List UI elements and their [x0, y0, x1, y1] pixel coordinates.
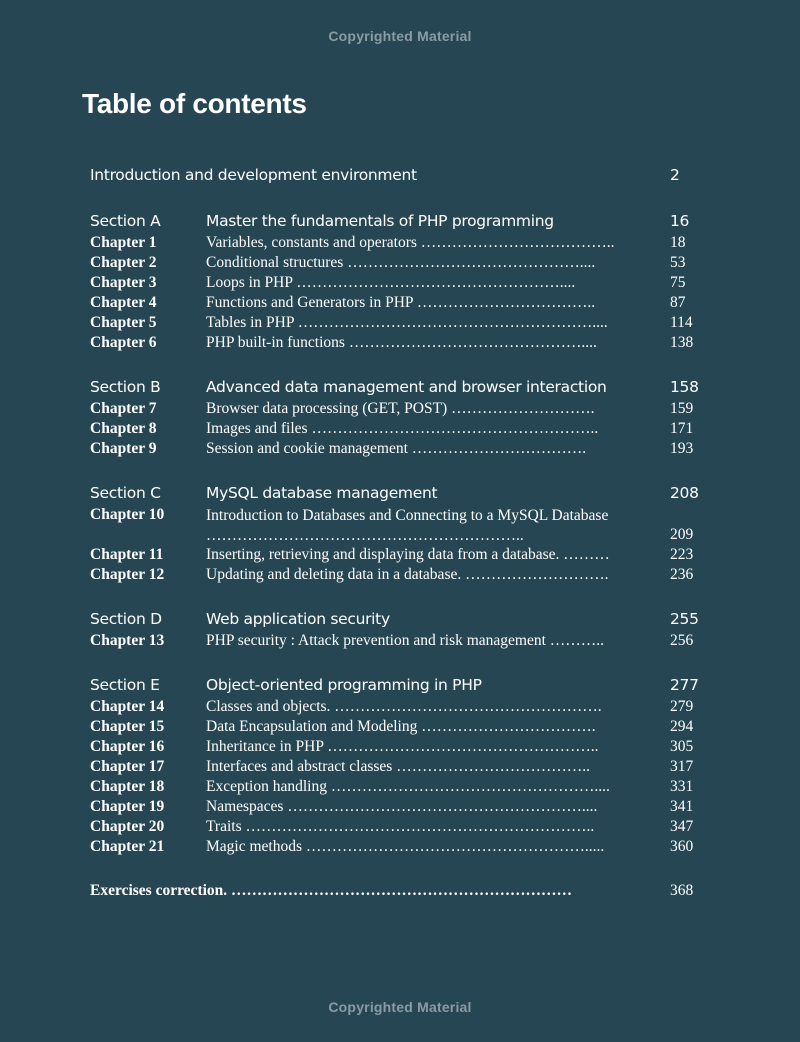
- chapter-page: 138: [670, 334, 694, 351]
- chapter-label: Chapter 21: [90, 838, 165, 855]
- toc-chapter-row[interactable]: [90, 440, 702, 460]
- spacer: [90, 460, 702, 484]
- chapter-title-text: Interfaces and abstract classes: [206, 758, 393, 775]
- chapter-title-text: Images and files: [206, 420, 308, 437]
- leader-dots: ………: [563, 546, 610, 563]
- toc-chapter-row[interactable]: [90, 274, 702, 294]
- section-page: 208: [670, 484, 699, 502]
- chapter-title: [206, 400, 656, 418]
- chapter-label: Chapter 18: [90, 778, 165, 795]
- toc-section-row[interactable]: [90, 610, 702, 632]
- toc-chapter-row[interactable]: [90, 234, 702, 254]
- chapter-title-text: Data Encapsulation and Modeling: [206, 718, 418, 735]
- page-title: Table of contents: [82, 88, 307, 119]
- chapter-page: 294: [670, 718, 694, 735]
- chapter-page: 75: [670, 274, 686, 291]
- chapter-label: Chapter 8: [90, 420, 157, 437]
- chapter-title-text: PHP security : Attack prevention and risk management: [206, 632, 546, 649]
- chapter-page: 193: [670, 440, 694, 457]
- table-of-contents: [90, 166, 702, 902]
- toc-sections: [90, 188, 702, 858]
- chapter-page: 341: [670, 798, 694, 815]
- chapter-title: [206, 758, 656, 776]
- toc-section-row[interactable]: [90, 484, 702, 506]
- leader-dots: …………………………………………….: [334, 698, 602, 715]
- chapter-title-text: Updating and deleting data in a database.: [206, 566, 462, 583]
- toc-exercises-row[interactable]: [90, 882, 702, 902]
- spacer: [90, 188, 702, 212]
- chapter-label: Chapter 13: [90, 632, 165, 649]
- toc-chapter-row[interactable]: [90, 254, 702, 274]
- leader-dots: ……………………….: [451, 400, 595, 417]
- section-page: 277: [670, 676, 699, 694]
- chapter-title-text: Loops in PHP: [206, 274, 293, 291]
- chapter-title: [206, 778, 656, 796]
- chapter-title-text: Introduction to Databases and Connecting to a MySQL Database: [206, 507, 609, 524]
- toc-chapter-row[interactable]: [90, 632, 702, 652]
- chapter-title-text: Magic methods: [206, 838, 302, 855]
- toc-chapter-row[interactable]: [90, 506, 702, 546]
- chapter-title: [206, 294, 656, 312]
- chapter-label: Chapter 10: [90, 506, 165, 523]
- chapter-label: Chapter 16: [90, 738, 165, 755]
- chapter-title: [206, 818, 656, 836]
- chapter-title-text: Variables, constants and operators: [206, 234, 417, 251]
- leader-dots: …………………………….: [421, 718, 596, 735]
- section-label: Section A: [90, 212, 161, 230]
- chapter-title: [206, 420, 656, 438]
- toc-chapter-row[interactable]: [90, 818, 702, 838]
- leader-dots: …………………………………………………....: [287, 798, 598, 815]
- chapter-title-text: Functions and Generators in PHP: [206, 294, 413, 311]
- toc-chapter-row[interactable]: [90, 334, 702, 354]
- chapter-title-text: Tables in PHP: [206, 314, 294, 331]
- chapter-title: [206, 334, 656, 352]
- spacer: [90, 858, 702, 882]
- chapter-label: Chapter 2: [90, 254, 157, 271]
- leader-dots: ………..: [549, 632, 605, 649]
- leader-dots: ……………………….: [465, 566, 609, 583]
- leader-dots: ……………………………………………....: [296, 274, 576, 291]
- chapter-label: Chapter 17: [90, 758, 165, 775]
- intro-page: 2: [670, 166, 680, 184]
- chapter-title-text: Exception handling: [206, 778, 327, 795]
- chapter-page: 360: [670, 838, 694, 855]
- toc-section-row[interactable]: [90, 676, 702, 698]
- chapter-page: 347: [670, 818, 694, 835]
- chapter-page: 305: [670, 738, 694, 755]
- section-label: Section C: [90, 484, 161, 502]
- chapter-label: Chapter 3: [90, 274, 157, 291]
- chapter-label: Chapter 6: [90, 334, 157, 351]
- chapter-label: Chapter 5: [90, 314, 157, 331]
- leader-dots: ………………………………………....: [347, 254, 596, 271]
- chapter-title-text: Session and cookie management: [206, 440, 408, 457]
- chapter-label: Chapter 4: [90, 294, 157, 311]
- spacer: [90, 652, 702, 676]
- section-page: 16: [670, 212, 690, 230]
- chapter-page: 87: [670, 294, 686, 311]
- toc-chapter-row[interactable]: [90, 546, 702, 566]
- leader-dots: ……………………………………………..: [327, 738, 599, 755]
- chapter-label: Chapter 14: [90, 698, 165, 715]
- chapter-page: 331: [670, 778, 694, 795]
- leader-dots: ……………………………………………………..: [206, 527, 524, 544]
- section-page: 158: [670, 378, 699, 396]
- chapter-title-text: PHP built-in functions: [206, 334, 345, 351]
- chapter-title: [206, 546, 656, 564]
- chapter-title: [206, 566, 656, 584]
- leader-dots: ………………………………………………..: [311, 420, 599, 437]
- chapter-page: 279: [670, 698, 694, 715]
- chapter-label: Chapter 12: [90, 566, 165, 583]
- section-page: 255: [670, 610, 699, 628]
- chapter-label: Chapter 11: [90, 546, 164, 563]
- section-title: Web application security: [206, 610, 390, 628]
- toc-chapter-row[interactable]: [90, 698, 702, 718]
- chapter-page: 114: [670, 314, 693, 331]
- leader-dots: ……………………………………………….....: [305, 838, 605, 855]
- chapter-title: [206, 798, 656, 816]
- toc-chapter-row[interactable]: [90, 294, 702, 314]
- chapter-title: [206, 632, 656, 650]
- leader-dots: ………………………………..: [420, 234, 615, 251]
- chapter-page: 256: [670, 632, 694, 649]
- chapter-title: [206, 440, 656, 458]
- leader-dots: ………………………………..: [396, 758, 590, 775]
- toc-chapter-row[interactable]: [90, 400, 702, 420]
- toc-chapter-row[interactable]: [90, 778, 702, 798]
- chapter-title: [206, 738, 656, 756]
- leader-dots: …………………………………………………………..: [245, 818, 595, 835]
- section-label: Section B: [90, 378, 161, 396]
- chapter-title: [206, 274, 656, 292]
- chapter-label: Chapter 15: [90, 718, 165, 735]
- toc-chapter-row[interactable]: [90, 718, 702, 738]
- toc-section-row[interactable]: [90, 212, 702, 234]
- chapter-title-text: Inserting, retrieving and displaying data from a database.: [206, 546, 560, 563]
- section-label: Section E: [90, 676, 160, 694]
- toc-chapter-row[interactable]: [90, 566, 702, 586]
- exercises-label: [90, 882, 572, 900]
- copyright-watermark-bottom: Copyrighted Material: [328, 999, 472, 1015]
- chapter-title-text: Inheritance in PHP: [206, 738, 324, 755]
- chapter-page: 223: [670, 546, 694, 563]
- section-title: Object-oriented programming in PHP: [206, 676, 482, 694]
- section-title: MySQL database management: [206, 484, 438, 502]
- chapter-title: [206, 234, 656, 252]
- chapter-label: Chapter 9: [90, 440, 157, 457]
- chapter-page: 236: [670, 566, 694, 583]
- chapter-title: [206, 254, 656, 272]
- toc-chapter-row[interactable]: [90, 838, 702, 858]
- spacer: [90, 586, 702, 610]
- exercises-title: Exercises correction.: [90, 882, 228, 899]
- exercises-dots: …………………………………………………………: [231, 882, 573, 899]
- toc-chapter-row[interactable]: [90, 420, 702, 440]
- chapter-title-text: Classes and objects.: [206, 698, 331, 715]
- toc-chapter-row[interactable]: [90, 314, 702, 334]
- chapter-page: 159: [670, 400, 694, 417]
- exercises-page: 368: [670, 882, 694, 899]
- toc-intro-row[interactable]: [90, 166, 702, 188]
- chapter-title-text: Browser data processing (GET, POST): [206, 400, 448, 417]
- chapter-title: [206, 698, 656, 716]
- intro-label: Introduction and development environment: [90, 166, 417, 184]
- chapter-label: Chapter 1: [90, 234, 157, 251]
- chapter-label: Chapter 19: [90, 798, 165, 815]
- spacer: [90, 354, 702, 378]
- leader-dots: …………………………………………………....: [297, 314, 608, 331]
- leader-dots: ………………………………………....: [348, 334, 597, 351]
- toc-chapter-row[interactable]: [90, 798, 702, 818]
- chapter-page: 209: [670, 526, 694, 543]
- section-title: Advanced data management and browser interaction: [206, 378, 607, 396]
- section-label: Section D: [90, 610, 162, 628]
- leader-dots: ……………………………..: [416, 294, 596, 311]
- chapter-page: 53: [670, 254, 686, 271]
- toc-chapter-row[interactable]: [90, 758, 702, 778]
- chapter-label: Chapter 20: [90, 818, 165, 835]
- chapter-page: 317: [670, 758, 694, 775]
- chapter-title: [206, 314, 656, 332]
- chapter-title: [206, 838, 656, 856]
- leader-dots: ……………………………………………....: [330, 778, 610, 795]
- chapter-title-text: Namespaces: [206, 798, 284, 815]
- chapter-title: [206, 506, 656, 546]
- copyright-watermark-top: Copyrighted Material: [328, 28, 472, 44]
- leader-dots: …………………………….: [411, 440, 587, 457]
- toc-section-row[interactable]: [90, 378, 702, 400]
- chapter-page: 18: [670, 234, 686, 251]
- toc-chapter-row[interactable]: [90, 738, 702, 758]
- chapter-title: [206, 718, 656, 736]
- chapter-page: 171: [670, 420, 694, 437]
- chapter-label: Chapter 7: [90, 400, 157, 417]
- chapter-title-text: Conditional structures: [206, 254, 344, 271]
- section-title: Master the fundamentals of PHP programming: [206, 212, 554, 230]
- chapter-title-text: Traits: [206, 818, 242, 835]
